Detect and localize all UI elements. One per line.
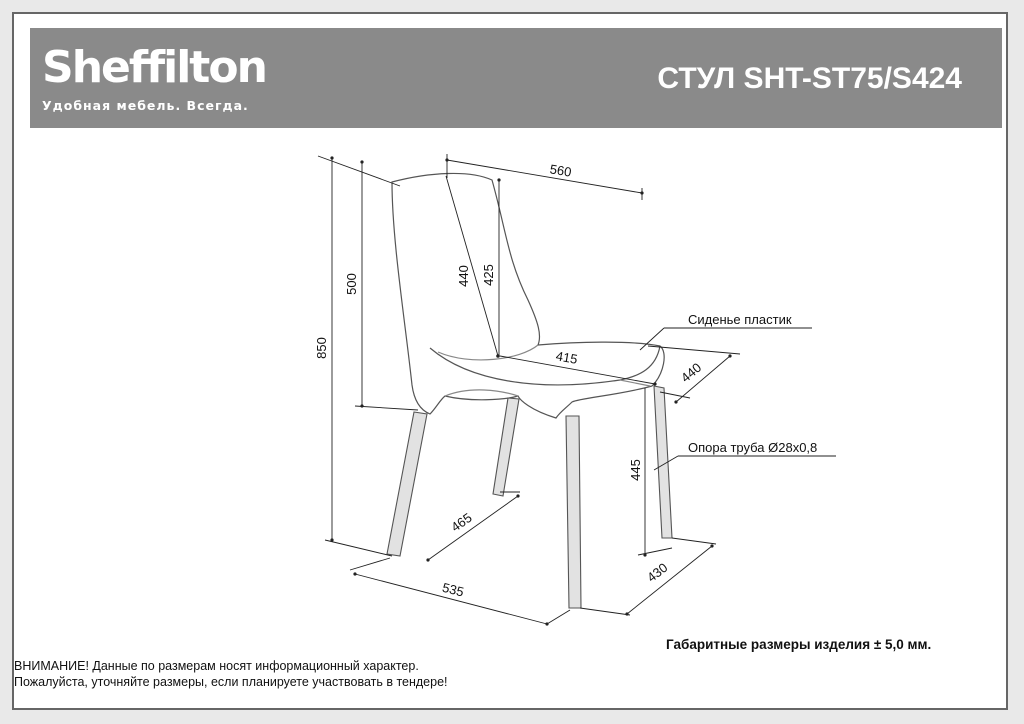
dim-base-width: 535 (440, 579, 466, 600)
leg-front-right (566, 416, 581, 608)
brand-tagline: Удобная мебель. Всегда. (42, 98, 249, 113)
warning-line-2: Пожалуйста, уточняйте размеры, если планируете участвовать в тендере! (14, 675, 448, 689)
leg-front-left (387, 412, 427, 556)
chair-shell (392, 173, 664, 418)
dim-base-depth: 430 (644, 559, 671, 586)
dim-seat-width: 440 (677, 359, 705, 386)
dim-back-height: 500 (344, 273, 359, 295)
warning-note (14, 658, 448, 690)
dim-width-top: 560 (548, 161, 573, 180)
dim-seat-depth: 415 (554, 348, 579, 367)
brand-logo: Sheffilton (42, 42, 266, 93)
product-title: СТУЛ SHT-ST75/S424 (657, 62, 962, 95)
dim-seat-height: 445 (628, 459, 643, 481)
dim-total-height: 850 (314, 337, 329, 359)
callout-leg-material: Опора труба Ø28х0,8 (688, 440, 818, 455)
warning-line-1: ВНИМАНИЕ! Данные по размерам носят информационный характер. (14, 659, 419, 673)
callout-seat-material: Сиденье пластик (688, 312, 792, 327)
leg-back-right (654, 386, 672, 538)
dim-back-length: 440 (456, 265, 471, 287)
chair-legs (387, 386, 672, 608)
leg-back-left (493, 398, 519, 496)
tolerance-note: Габаритные размеры изделия ± 5,0 мм. (666, 637, 932, 652)
dim-inner-leg-span: 465 (448, 509, 475, 535)
dim-back-height-vertical: 425 (481, 264, 496, 286)
